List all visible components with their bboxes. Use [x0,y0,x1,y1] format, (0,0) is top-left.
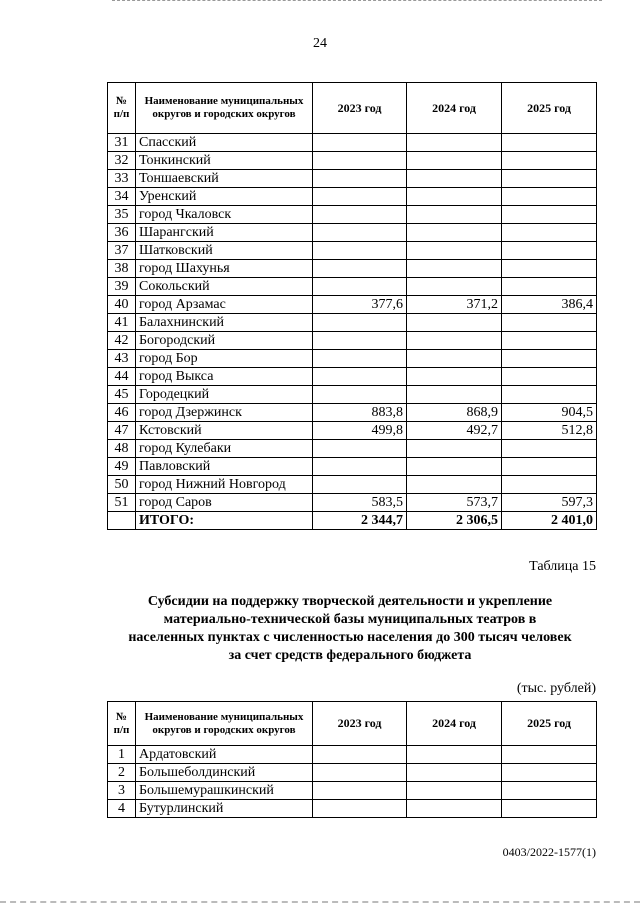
row-value-2025: 386,4 [502,296,597,314]
row-value-2025 [502,242,597,260]
row-name: Бутурлинский [136,800,313,818]
row-number: 38 [108,260,136,278]
table-row [108,296,597,314]
row-value-2024 [407,260,502,278]
row-value-2023 [313,260,407,278]
row-value-2024: 573,7 [407,494,502,512]
page-number: 24 [313,36,327,51]
table-row [108,458,597,476]
row-value-2025 [502,746,597,764]
row-number: 37 [108,242,136,260]
row-name: Городецкий [136,386,313,404]
header-2024: 2024 год [407,83,502,134]
row-value-2025: 597,3 [502,494,597,512]
table-row [108,422,597,440]
row-value-2024 [407,386,502,404]
row-value-2023 [313,350,407,368]
row-name: город Кулебаки [136,440,313,458]
table-row [108,134,597,152]
row-value-2025 [502,764,597,782]
row-number: 47 [108,422,136,440]
row-value-2024 [407,170,502,188]
table-row [108,404,597,422]
row-number: 45 [108,386,136,404]
row-number: 2 [108,764,136,782]
header-name: Наименование муниципальных округов и городских округов [136,702,313,746]
row-value-2025 [502,332,597,350]
table-row [108,278,597,296]
row-value-2024 [407,242,502,260]
row-value-2025 [502,386,597,404]
subsidy-table-15 [107,701,597,818]
row-name: Богородский [136,332,313,350]
row-name: Кстовский [136,422,313,440]
table-row [108,206,597,224]
total-2023: 2 344,7 [313,512,407,530]
row-value-2023 [313,152,407,170]
row-value-2023 [313,440,407,458]
row-name: Шатковский [136,242,313,260]
row-name: город Дзержинск [136,404,313,422]
header-num: № п/п [108,702,136,746]
row-value-2023 [313,188,407,206]
row-number: 35 [108,206,136,224]
row-value-2025 [502,224,597,242]
row-value-2023 [313,746,407,764]
row-name: город Бор [136,350,313,368]
row-name: город Шахунья [136,260,313,278]
row-number: 31 [108,134,136,152]
row-value-2025 [502,260,597,278]
total-row [108,512,597,530]
row-value-2023 [313,476,407,494]
row-name: Большеболдинский [136,764,313,782]
row-name: город Чкаловск [136,206,313,224]
row-name: город Арзамас [136,296,313,314]
row-number: 4 [108,800,136,818]
row-value-2023 [313,242,407,260]
row-number: 49 [108,458,136,476]
row-value-2025 [502,278,597,296]
row-name: Павловский [136,458,313,476]
row-value-2023 [313,224,407,242]
row-value-2025 [502,368,597,386]
row-value-2024: 492,7 [407,422,502,440]
total-2025: 2 401,0 [502,512,597,530]
row-value-2023 [313,206,407,224]
document-code: 0403/2022-1577(1) [502,845,596,859]
row-value-2023: 499,8 [313,422,407,440]
table-row [108,764,597,782]
row-number: 41 [108,314,136,332]
top-scan-rule [112,0,602,3]
table-row [108,224,597,242]
row-value-2023 [313,764,407,782]
row-value-2024 [407,764,502,782]
bottom-scan-rule [0,901,640,905]
row-value-2024 [407,782,502,800]
table-row [108,440,597,458]
row-value-2023 [313,332,407,350]
row-number: 40 [108,296,136,314]
row-value-2023: 377,6 [313,296,407,314]
row-value-2023 [313,458,407,476]
table-row [108,314,597,332]
row-value-2023 [313,386,407,404]
table-body [108,134,597,512]
header-2025: 2025 год [502,702,597,746]
subsidy-table-continued [107,82,597,530]
row-value-2023 [313,800,407,818]
table-row [108,476,597,494]
row-value-2023 [313,314,407,332]
row-number: 43 [108,350,136,368]
table-row [108,242,597,260]
table-row [108,494,597,512]
row-number: 36 [108,224,136,242]
row-number: 34 [108,188,136,206]
row-value-2025 [502,206,597,224]
row-name: город Выкса [136,368,313,386]
row-name: город Саров [136,494,313,512]
row-value-2025 [502,440,597,458]
row-value-2024 [407,134,502,152]
header-2023: 2023 год [313,702,407,746]
row-name: Шарангский [136,224,313,242]
table-row [108,782,597,800]
row-value-2024 [407,278,502,296]
row-value-2023 [313,134,407,152]
table-row [108,746,597,764]
table-row [108,386,597,404]
row-value-2024 [407,206,502,224]
table-row [108,170,597,188]
row-value-2024 [407,314,502,332]
table-row [108,332,597,350]
row-number: 3 [108,782,136,800]
row-value-2025: 904,5 [502,404,597,422]
table-label: Таблица 15 [529,559,596,574]
row-number: 44 [108,368,136,386]
row-value-2024 [407,440,502,458]
row-value-2024 [407,152,502,170]
header-name: Наименование муниципальных округов и городских округов [136,83,313,134]
row-value-2025 [502,152,597,170]
row-value-2024 [407,350,502,368]
row-name: Тонкинский [136,152,313,170]
row-value-2024 [407,368,502,386]
row-name: Большемурашкинский [136,782,313,800]
row-value-2025 [502,188,597,206]
row-value-2025 [502,350,597,368]
units-label: (тыс. рублей) [516,681,596,696]
table-row [108,260,597,278]
row-value-2025 [502,800,597,818]
row-value-2023 [313,782,407,800]
heading-line: Субсидии на поддержку творческой деятельности и укрепление [147,594,553,609]
header-2023: 2023 год [313,83,407,134]
row-value-2025 [502,134,597,152]
row-name: город Нижний Новгород [136,476,313,494]
row-number: 42 [108,332,136,350]
table-body [108,746,597,818]
row-number: 46 [108,404,136,422]
header-2025: 2025 год [502,83,597,134]
row-number: 1 [108,746,136,764]
table-row [108,188,597,206]
row-value-2023 [313,368,407,386]
row-number: 32 [108,152,136,170]
heading-line: материально-технической базы муниципальных театров в [163,612,537,627]
row-value-2025 [502,458,597,476]
row-value-2024 [407,224,502,242]
row-value-2025 [502,476,597,494]
row-value-2023: 883,8 [313,404,407,422]
row-name: Балахнинский [136,314,313,332]
row-value-2023 [313,170,407,188]
header-num: № п/п [108,83,136,134]
row-value-2024 [407,476,502,494]
row-number: 51 [108,494,136,512]
table-header-row [108,702,597,746]
table-row [108,368,597,386]
row-number: 48 [108,440,136,458]
row-value-2024: 868,9 [407,404,502,422]
table-row [108,350,597,368]
heading-line: населенных пунктах с численностью населения до 300 тысяч человек [128,630,572,645]
header-2024: 2024 год [407,702,502,746]
row-name: Спасский [136,134,313,152]
row-number: 33 [108,170,136,188]
row-name: Тоншаевский [136,170,313,188]
row-value-2024 [407,800,502,818]
row-value-2025 [502,170,597,188]
table-row [108,152,597,170]
total-2024: 2 306,5 [407,512,502,530]
table-header-row [108,83,597,134]
row-name: Сокольский [136,278,313,296]
row-value-2023: 583,5 [313,494,407,512]
row-value-2024 [407,458,502,476]
row-value-2024 [407,332,502,350]
total-num-cell [108,512,136,530]
row-number: 50 [108,476,136,494]
row-number: 39 [108,278,136,296]
table-heading [100,593,600,665]
row-value-2025 [502,314,597,332]
row-value-2023 [313,278,407,296]
row-name: Ардатовский [136,746,313,764]
row-value-2024: 371,2 [407,296,502,314]
heading-line: за счет средств федерального бюджета [228,648,472,663]
row-value-2024 [407,188,502,206]
row-value-2025: 512,8 [502,422,597,440]
row-name: Уренский [136,188,313,206]
row-value-2024 [407,746,502,764]
row-value-2025 [502,782,597,800]
total-label: ИТОГО: [136,512,313,530]
table-row [108,800,597,818]
